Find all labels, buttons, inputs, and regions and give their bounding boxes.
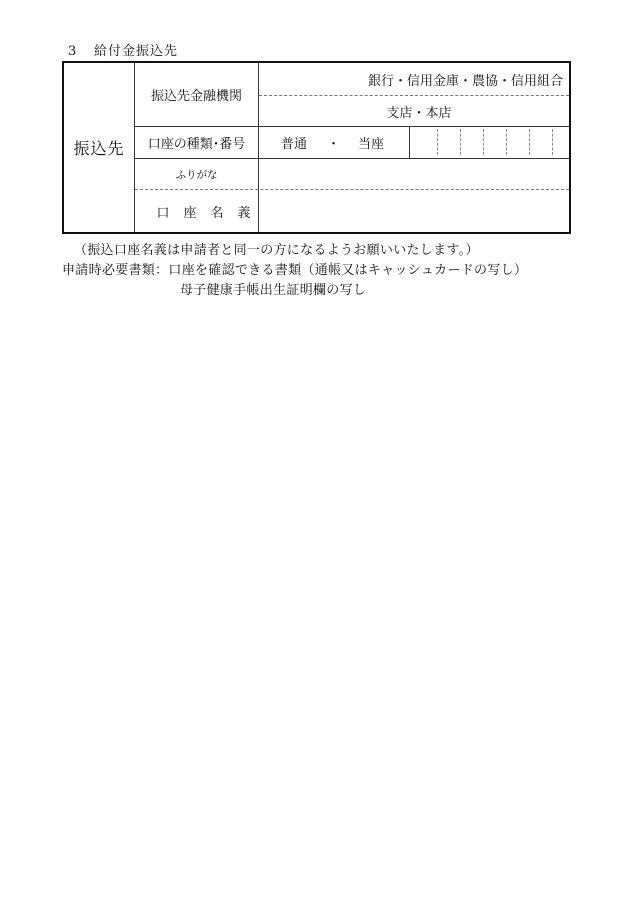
transfer-destination-label: 振込先 — [73, 139, 125, 158]
account-type-toza: 当座 — [358, 137, 385, 152]
transfer-destination-table — [62, 61, 571, 234]
account-name-note: （振込口座名義は申請者と同一の方になるようお願いいたします。） — [74, 243, 479, 258]
bank-type-options: 銀行・信用金庫・農協・信用組合 — [367, 73, 563, 89]
required-documents-line-1: 申請時必要書類：口座を確認できる書類（通帳又はキャッシュカードの写し） — [62, 263, 528, 278]
bank-label: 振込先金融機関 — [150, 89, 242, 104]
required-documents-line-2: 母子健康手帳出生証明欄の写し — [180, 283, 367, 298]
account-type-futsu: 普通 — [281, 137, 308, 152]
account-type-label: 口座の種類･番号 — [147, 137, 246, 152]
furigana-field[interactable] — [259, 159, 569, 189]
section-number: 3 — [68, 44, 78, 59]
account-type-options — [259, 127, 409, 158]
section-heading — [68, 40, 178, 59]
account-name-label: 口座名義 — [156, 205, 265, 221]
furigana-label: ふりがな — [175, 168, 218, 181]
account-name-field[interactable] — [259, 190, 569, 232]
section-title: 給付金振込先 — [94, 44, 179, 59]
account-type-separator: ・ — [327, 137, 341, 152]
branch-type-options: 支店・本店 — [386, 105, 452, 121]
account-number-field[interactable] — [410, 127, 569, 158]
